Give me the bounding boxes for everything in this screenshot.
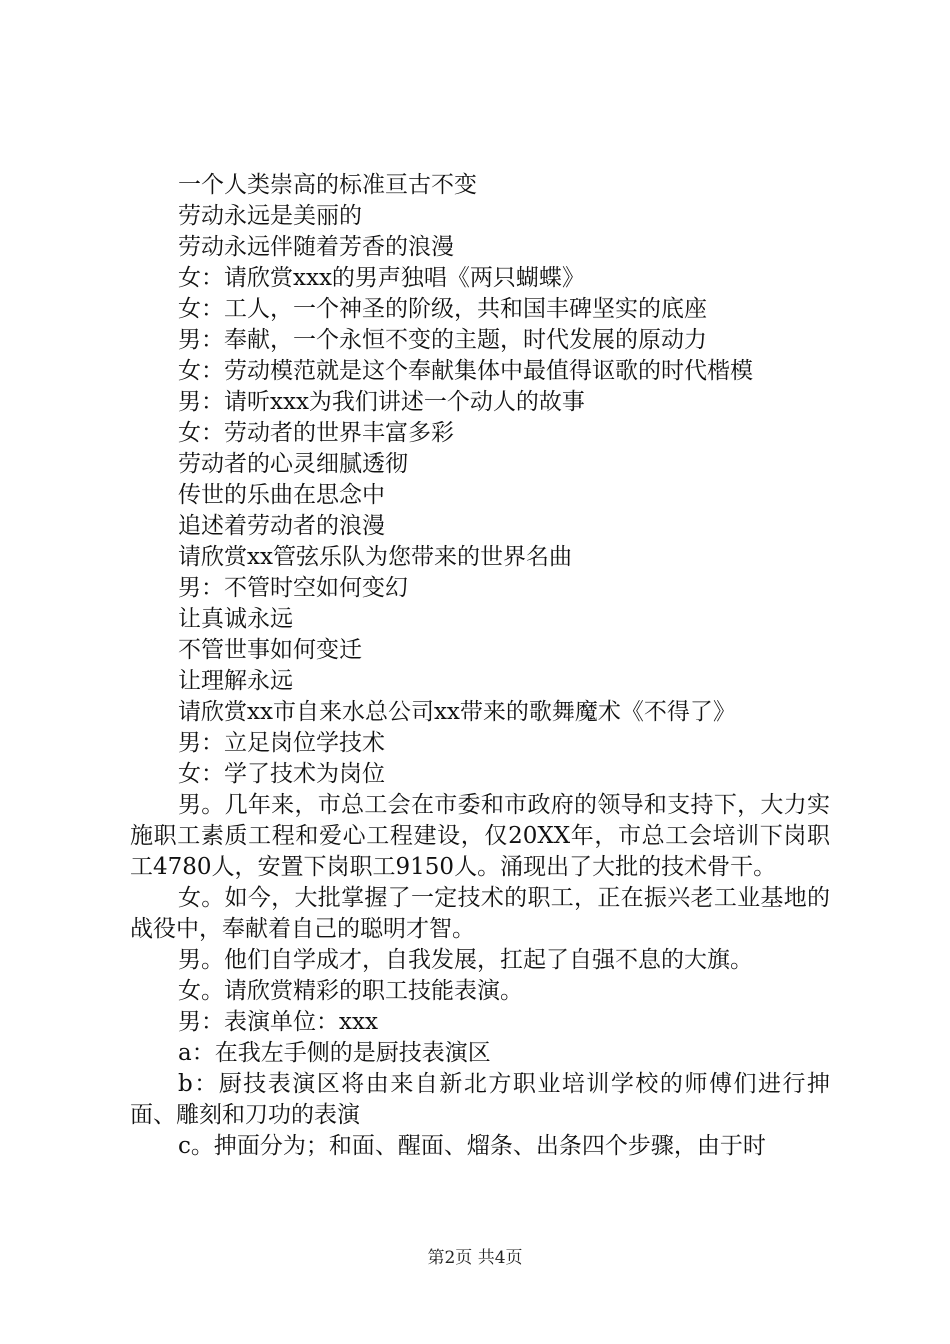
text-line: 追述着劳动者的浪漫 bbox=[178, 513, 385, 539]
text-line: 劳动者的心灵细腻透彻 bbox=[178, 451, 408, 477]
paragraph: 女。请欣赏精彩的职工技能表演。 bbox=[178, 978, 523, 1004]
text-line: 让真诚永远 bbox=[178, 606, 293, 632]
paragraph: a：在我左手侧的是厨技表演区 bbox=[178, 1040, 491, 1066]
text-line: 一个人类崇高的标准亘古不变 bbox=[178, 172, 477, 198]
text-line: 女：劳动者的世界丰富多彩 bbox=[178, 420, 454, 446]
paragraph: 男。他们自学成才，自我发展，扛起了自强不息的大旗。 bbox=[178, 947, 753, 973]
paragraph: c。抻面分为；和面、醒面、熘条、出条四个步骤，由于时 bbox=[178, 1133, 766, 1159]
text-line: 男：不管时空如何变幻 bbox=[178, 575, 408, 601]
paragraph: 女。如今，大批掌握了一定技术的职工，正在振兴老工业基地的战役中，奉献着自己的聪明才智。 bbox=[130, 885, 830, 942]
paragraph: 男：表演单位：xxx bbox=[178, 1009, 378, 1035]
text-line: 让理解永远 bbox=[178, 668, 293, 694]
text-line: 男：奉献，一个永恒不变的主题，时代发展的原动力 bbox=[178, 327, 707, 353]
paragraph: 男。几年来，市总工会在市委和市政府的领导和支持下，大力实施职工素质工程和爱心工程建设，仅20XX年，市总工会培训下岗职工4780人，安置下岗职工9150人。涌现出了大批的技术骨干。 bbox=[130, 792, 830, 880]
text-line: 劳动永远伴随着芳香的浪漫 bbox=[178, 234, 454, 260]
text-line: 不管世事如何变迁 bbox=[178, 637, 362, 663]
text-line: 女：请欣赏xxx的男声独唱《两只蝴蝶》 bbox=[178, 265, 585, 291]
text-line: 传世的乐曲在思念中 bbox=[178, 482, 385, 508]
text-line: 男：请听xxx为我们讲述一个动人的故事 bbox=[178, 389, 585, 415]
text-line: 劳动永远是美丽的 bbox=[178, 203, 362, 229]
text-line: 请欣赏xx市自来水总公司xx带来的歌舞魔术《不得了》 bbox=[178, 699, 736, 725]
text-line: 女：劳动模范就是这个奉献集体中最值得讴歌的时代楷模 bbox=[178, 358, 753, 384]
text-line: 女：学了技术为岗位 bbox=[178, 761, 385, 787]
document-body bbox=[130, 170, 830, 1162]
text-line: 请欣赏xx管弦乐队为您带来的世界名曲 bbox=[178, 544, 572, 570]
page-number: 第2页 共4页 bbox=[427, 1248, 523, 1268]
text-line: 男：立足岗位学技术 bbox=[178, 730, 385, 756]
text-line: 女：工人，一个神圣的阶级，共和国丰碑坚实的底座 bbox=[178, 296, 707, 322]
paragraph: b：厨技表演区将由来自新北方职业培训学校的师傅们进行抻面、雕刻和刀功的表演 bbox=[130, 1071, 830, 1128]
